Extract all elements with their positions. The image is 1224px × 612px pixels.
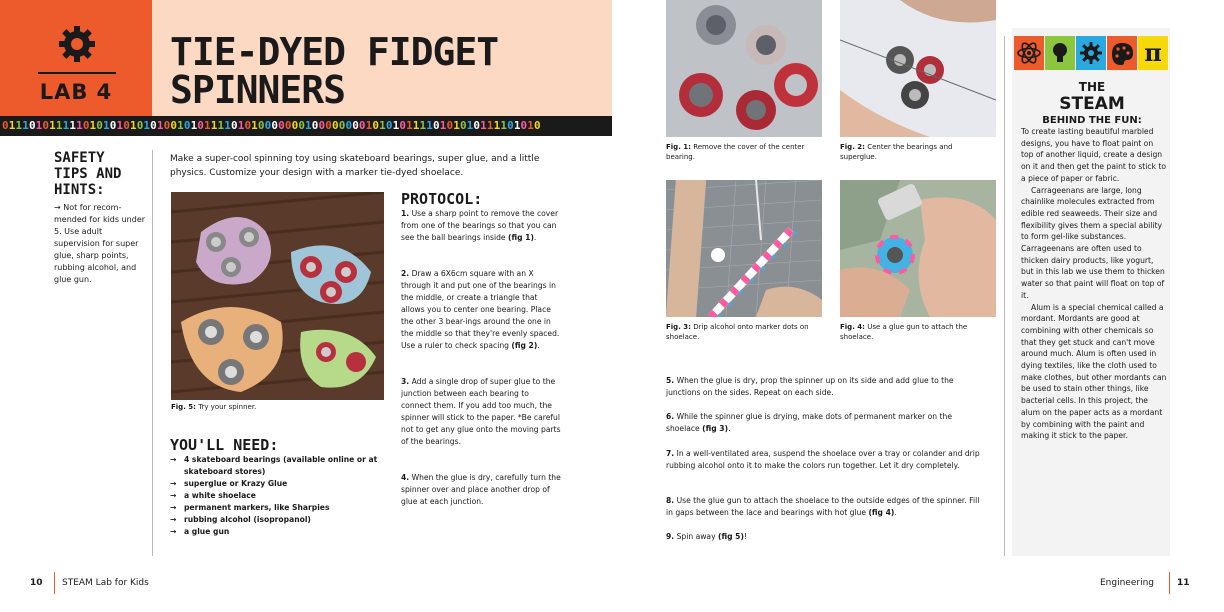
materials-title: YOU'LL NEED: (170, 436, 279, 454)
protocol-step-2: 2. Draw a 6X6cm square with an X through it and put one of the bearings in the middle, or create a triangle that allows you to center one bearing. Place the other 3 bear-ings around the one in the middle so that they're evenly spaced. Use a ruler to check spacing (fig 2). (401, 269, 560, 350)
sidebar-divider (1004, 36, 1005, 556)
fig1-photo (666, 0, 822, 137)
page-number-left: 10 (30, 578, 43, 588)
arrow-icon: → (170, 491, 177, 500)
figure-3-caption: Fig. 3: Drip alcohol onto marker dots on shoelace. (666, 323, 809, 341)
fig4-photo (840, 180, 996, 317)
arrow-icon: → (170, 515, 177, 524)
lab-label: LAB 4 (39, 80, 113, 104)
steam-heading-steam: STEAM (1059, 94, 1125, 114)
figure-1-caption: Fig. 1: Remove the cover of the center bearing. (666, 143, 805, 161)
fidget-spinners-photo (171, 192, 384, 400)
list-item: → rubbing alcohol (isopropanol) (170, 515, 311, 524)
protocol-step-9: 9. Spin away (fig 5)! (666, 532, 747, 541)
fig2-photo (840, 0, 996, 137)
protocol-step-3: 3. Add a single drop of super glue to the junction between each bearing to connect them. If you add too much, the spinner will stick to the paper. *Be careful not to get any glue onto the moving parts of the bearings. (401, 377, 561, 446)
page-title-line2: SPINNERS (170, 68, 346, 112)
protocol-step-5: 5. When the glue is dry, prop the spinner up on its side and add glue to the junctions on the sides. Repeat on each side. (666, 376, 954, 397)
gear-icon (1076, 36, 1106, 70)
protocol-step-1: 1. Use a sharp point to remove the cover from one of the bearings so that you can see the ball bearings inside (fig 1). (401, 209, 559, 242)
palette-icon (1107, 36, 1137, 70)
protocol-title: PROTOCOL: (401, 190, 483, 208)
protocol-step-6: 6. While the spinner glue is drying, make dots of permanent marker on the shoelace (fig 3). (666, 412, 952, 433)
pi-icon (1138, 36, 1168, 70)
protocol-step-7: 7. In a well-ventilated area, suspend the shoelace over a tray or colander and drip rubbing alcohol onto it to make the colors run together. Let it dry completely. (666, 449, 980, 470)
safety-text: → Not for recom-mended for kids under 5. Use adult supervision for super glue, sharp points, rubbing alcohol, and glue gun. (54, 203, 146, 284)
figure-4-caption: Fig. 4: Use a glue gun to attach the shoelace. (840, 323, 968, 341)
steam-heading-the: THE (1078, 80, 1106, 94)
steam-paragraph: Carrageenans are large, long chainlike molecules extracted from edible red seaweeds. Their size and flexibility gives them a special ability to form gel-like substances. Carrageenans are often used to thicken dairy products, like yogurt, but in this lab we use them to thicken water so that paint will float on top of it. (1021, 185, 1165, 300)
footer-divider (54, 572, 55, 594)
intro-text: Make a super-cool spinning toy using skateboard bearings, super glue, and a little physics. Customize your design with a marker tie-dyed shoelace. (170, 154, 540, 178)
footer-divider (1169, 572, 1170, 594)
arrow-icon: → (170, 479, 177, 488)
gear-icon (57, 24, 97, 64)
page-number-right: 11 (1177, 578, 1190, 588)
steam-paragraph: Alum is a special chemical called a mordant. Mordants are good at combining with other chemicals so that they get stuck and can't move around much. Alum is often used in dying textiles, like the cloth used to make clothes, but other mordants can be used to stain other things, like bacterial cells. In this project, the alum on the paper acts as a mordant by combining with the paint and making it stick to the paper. (1021, 302, 1167, 441)
lab-divider (38, 72, 116, 74)
steam-heading (1014, 80, 1170, 128)
safety-title: SAFETY TIPS AND HINTS: (54, 150, 122, 198)
book-title-footer: STEAM Lab for Kids (62, 578, 149, 588)
arrow-icon: → (170, 455, 177, 464)
protocol-step-4: 4. When the glue is dry, carefully turn the spinner over and place another drop of glue at each junction. (401, 473, 561, 506)
arrow-icon: → (170, 503, 177, 512)
protocol-step-8: 8. Use the glue gun to attach the shoelace to the outside edges of the spinner. Fill in gaps between the lace and bearings with hot glue (fig 4). (666, 496, 980, 517)
binary-strip (0, 116, 612, 136)
fig3-photo (666, 180, 822, 317)
column-divider (152, 150, 153, 556)
list-item: → superglue or Krazy Glue (170, 479, 288, 488)
binary-text: 01110101111101010101010100101011110101000000010000000010101011110101010111101010 (2, 119, 541, 132)
list-item: → a glue gun (170, 527, 230, 536)
list-item: → a white shoelace (170, 491, 256, 500)
lightbulb-icon (1045, 36, 1075, 70)
figure-5-caption: Fig. 5: Try your spinner. (171, 403, 257, 411)
page-title-line1: TIE-DYED FIDGET (170, 30, 499, 74)
list-item: → permanent markers, like Sharpies (170, 503, 330, 512)
figure-2-caption: Fig. 2: Center the bearings and superglue. (840, 143, 953, 161)
steam-icons (1014, 36, 1170, 70)
steam-heading-behind: BEHIND THE FUN: (1042, 115, 1142, 126)
steam-body (1021, 126, 1167, 442)
atom-icon (1014, 36, 1044, 70)
pi-symbol: π (1144, 38, 1162, 67)
list-item: → 4 skateboard bearings (available online or at skateboard stores) (170, 455, 378, 476)
materials-list (170, 454, 385, 538)
steam-paragraph: To create lasting beautiful marbled designs, you have to float paint on top of another liquid, create a design on it and then get the paint to stick to a piece of paper or fabric. (1021, 127, 1167, 183)
arrow-icon: → (170, 527, 177, 536)
section-footer: Engineering (1100, 578, 1154, 588)
